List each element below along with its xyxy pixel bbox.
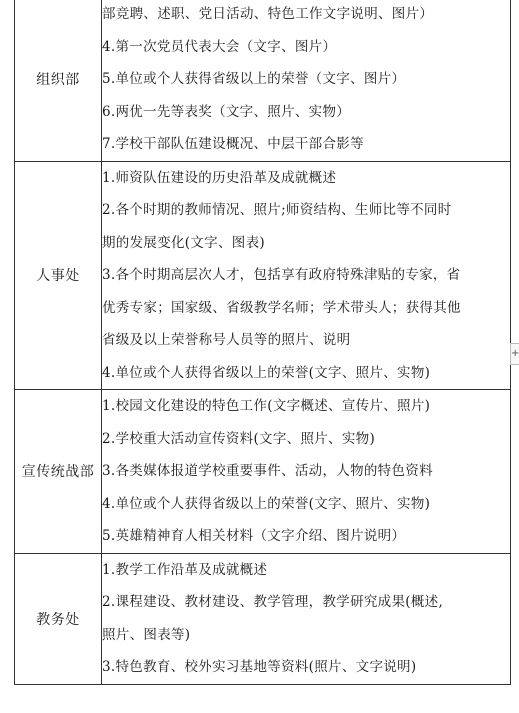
list-item: 6.两优一先等表奖（文字、照片、实物） — [102, 103, 351, 120]
list-item: 省级及以上荣誉称号人员等的照片、说明 — [102, 332, 351, 348]
table-row-academic-affairs — [15, 553, 511, 684]
dept-cell: 人事处 — [15, 161, 102, 390]
list-item: 优秀专家；国家级、省级教学名师；学术带头人；获得其他 — [102, 299, 461, 316]
table-row-publicity — [15, 390, 511, 554]
list-item: 1.校园文化建设的特色工作(文字概述、宣传片、照片) — [102, 398, 431, 414]
content-cell — [102, 161, 511, 390]
list-item: 照片、图表等) — [102, 626, 191, 643]
dept-cell: 组织部 — [15, 0, 102, 161]
content-cell — [102, 553, 511, 684]
content-cell — [102, 0, 511, 161]
dept-cell: 教务处 — [15, 553, 102, 684]
list-item: 部竞聘、述职、党日活动、特色工作文字说明、图片） — [102, 6, 434, 22]
list-item: 4.单位或个人获得省级以上的荣誉(文字、照片、实物) — [102, 495, 431, 512]
list-item: 2.课程建设、教材建设、教学管理，教学研究成果(概述, — [102, 594, 444, 610]
list-item: 3.特色教育、校外实习基地等资料(照片、文字说明) — [102, 659, 417, 675]
list-item: 1.师资队伍建设的历史沿革及成就概述 — [102, 169, 337, 186]
list-item: 3.各类媒体报道学校重要事件、活动，人物的特色资料 — [102, 463, 433, 479]
table-row-personnel — [15, 161, 511, 390]
list-item: 1.教学工作沿革及成就概述 — [102, 561, 268, 578]
materials-table — [14, 0, 511, 685]
content-cell — [102, 390, 511, 554]
list-item: 4.单位或个人获得省级以上的荣誉(文字、照片、实物) — [102, 364, 431, 381]
list-item: 4.第一次党员代表大会（文字、图片） — [102, 38, 337, 55]
plus-icon[interactable]: + — [510, 343, 519, 365]
list-item: 5.单位或个人获得省级以上的荣誉（文字、图片） — [102, 71, 406, 87]
table-row-organization — [15, 0, 511, 161]
list-item: 2.学校重大活动宣传资料(文字、照片、实物) — [102, 430, 376, 447]
list-item: 期的发展变化(文字、图表) — [102, 234, 265, 251]
list-item: 3.各个时期高层次人才，包括享有政府特殊津贴的专家，省 — [102, 267, 461, 283]
list-item: 2.各个时期的教师情况、照片;师资结构、生师比等不同时 — [102, 202, 452, 218]
dept-cell: 宣传统战部 — [15, 390, 102, 554]
list-item: 5.英雄精神育人相关材料（文字介绍、图片说明） — [102, 528, 406, 544]
list-item: 7.学校干部队伍建设概况、中层干部合影等 — [102, 136, 364, 152]
